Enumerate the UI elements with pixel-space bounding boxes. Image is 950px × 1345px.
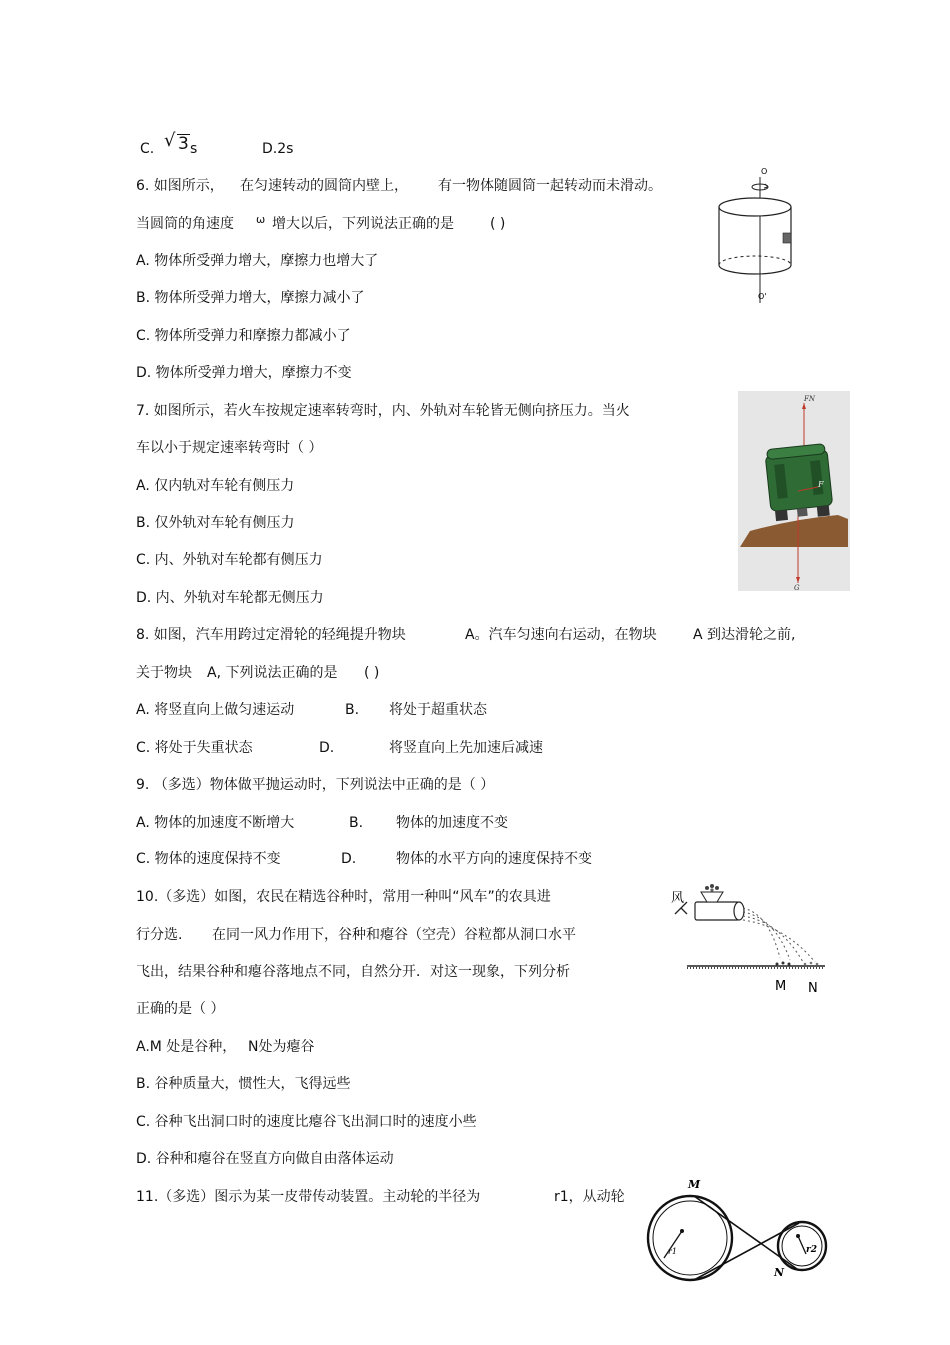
- q8-stem2-b: A, 下列说法正确的是: [207, 665, 338, 681]
- label-m: M: [775, 979, 787, 994]
- omega-symbol: ω: [256, 213, 266, 226]
- label-wind: 风: [671, 891, 685, 906]
- q8-stem1-a: 8. 如图，汽车用跨过定滑轮的轻绳提升物块: [136, 627, 406, 643]
- hopper: [701, 892, 723, 902]
- q10-stem-line3: 飞出，结果谷种和瘪谷落地点不同，自然分开．对这一现象，下列分析: [136, 964, 570, 980]
- q5-option-c-radicand: 3: [178, 134, 189, 154]
- label-m: M: [688, 1178, 701, 1191]
- q6-stem2-paren: ( ): [490, 216, 506, 232]
- q6-stem2-a: 当圆筒的角速度: [136, 216, 234, 232]
- q9-option-b-text: 物体的加速度不变: [396, 815, 508, 831]
- q10-stem2-b: 在同一风力作用下，谷种和瘪谷（空壳）谷粒都从洞口水平: [212, 927, 576, 943]
- q8-option-b-text: 将处于超重状态: [389, 702, 487, 718]
- q10-option-c: C. 谷种飞出洞口时的速度比瘪谷飞出洞口时的速度小些: [136, 1114, 477, 1130]
- q11-stem-b: r1，从动轮: [554, 1189, 625, 1205]
- q5-option-d: D.2s: [262, 141, 294, 157]
- q8-stem1-b: A。汽车匀速向右运动，在物块: [465, 627, 657, 643]
- cylinder-bottom: [719, 265, 791, 274]
- q5-option-c-unit: s: [190, 141, 198, 157]
- block: [783, 233, 791, 243]
- q7-option-a: A. 仅内轨对车轮有侧压力: [136, 478, 295, 494]
- axis-label-top: O: [761, 167, 768, 176]
- q6-stem2-b: 增大以后，下列说法正确的是: [272, 216, 454, 232]
- cylinder-top: [719, 198, 791, 216]
- q9-option-a: A. 物体的加速度不断增大: [136, 815, 295, 831]
- q5-option-c-prefix: C.: [140, 141, 155, 157]
- q10-option-d: D. 谷种和瘪谷在竖直方向做自由落体运动: [136, 1151, 394, 1167]
- q9-option-d-label: D.: [341, 851, 357, 867]
- label-n: N: [774, 1266, 785, 1279]
- sqrt-symbol: √: [164, 130, 176, 151]
- q8-option-c: C. 将处于失重状态: [136, 740, 253, 756]
- q10-option-b: B. 谷种质量大，惯性大，飞得远些: [136, 1076, 351, 1092]
- q10-option-a-part1: A.M 处是谷种，: [136, 1039, 237, 1055]
- q9-stem: 9. （多选）物体做平抛运动时，下列说法中正确的是（ ）: [136, 777, 495, 793]
- q6-cylinder-figure: [705, 165, 815, 305]
- q10-stem-line1: 10.（多选）如图，农民在精选谷种时，常用一种叫“风车”的农具进: [136, 889, 551, 905]
- q8-stem2-a: 关于物块: [136, 665, 192, 681]
- label-n: N: [808, 981, 818, 996]
- radius-r2: [798, 1236, 806, 1254]
- q7-train-figure: [738, 391, 850, 591]
- q11-stem-a: 11.（多选）图示为某一皮带传动装置。主动轮的半径为: [136, 1189, 481, 1205]
- q9-option-b-label: B.: [349, 815, 364, 831]
- q6-option-a: A. 物体所受弹力增大，摩擦力也增大了: [136, 253, 379, 269]
- q8-stem2-paren: ( ): [364, 665, 380, 681]
- q8-option-a: A. 将竖直向上做匀速运动: [136, 702, 295, 718]
- label-f: F: [818, 480, 824, 489]
- q6-stem1-b: 在匀速转动的圆筒内壁上，: [240, 178, 408, 194]
- driving-wheel: [648, 1196, 732, 1280]
- q7-option-d: D. 内、外轨对车轮都无侧压力: [136, 590, 324, 606]
- q7-stem-line1: 7. 如图所示，若火车按规定速率转弯时，内、外轨对车轮皆无侧向挤压力。当火: [136, 403, 630, 419]
- q11-belt-drive-figure: [642, 1176, 832, 1296]
- q6-option-b: B. 物体所受弹力增大，摩擦力减小了: [136, 290, 365, 306]
- q6-stem1-c: 有一物体随圆筒一起转动而未滑动。: [438, 178, 662, 194]
- q8-option-d-text: 将竖直向上先加速后减速: [389, 740, 543, 756]
- q9-option-c: C. 物体的速度保持不变: [136, 851, 281, 867]
- q10-option-a-part2: N处为瘪谷: [248, 1039, 315, 1055]
- q7-option-b: B. 仅外轨对车轮有侧压力: [136, 515, 295, 531]
- q5-option-c: [140, 130, 340, 160]
- q10-stem-line4: 正确的是（ ）: [136, 1001, 225, 1017]
- q9-option-d-text: 物体的水平方向的速度保持不变: [396, 851, 592, 867]
- label-fn: FN: [804, 395, 815, 403]
- q10-stem2-a: 行分选.: [136, 927, 183, 943]
- label-r2: r2: [806, 1245, 818, 1255]
- q8-option-d-label: D.: [319, 740, 335, 756]
- label-g: G: [794, 584, 800, 591]
- q7-option-c: C. 内、外轨对车轮都有侧压力: [136, 552, 323, 568]
- q6-option-c: C. 物体所受弹力和摩擦力都减小了: [136, 328, 351, 344]
- q6-stem1-a: 6. 如图所示，: [136, 178, 224, 194]
- q7-stem-line2: 车以小于规定速率转弯时（ ）: [136, 440, 323, 456]
- label-r1: r1: [668, 1247, 677, 1256]
- axis-label-bottom: O': [758, 292, 767, 301]
- q6-option-d: D. 物体所受弹力增大，摩擦力不变: [136, 365, 352, 381]
- q8-stem1-c: A 到达滑轮之前,: [693, 627, 796, 643]
- q8-option-b-label: B.: [345, 702, 360, 718]
- q10-winnower-figure: [665, 878, 835, 998]
- winnower-body: [695, 902, 739, 920]
